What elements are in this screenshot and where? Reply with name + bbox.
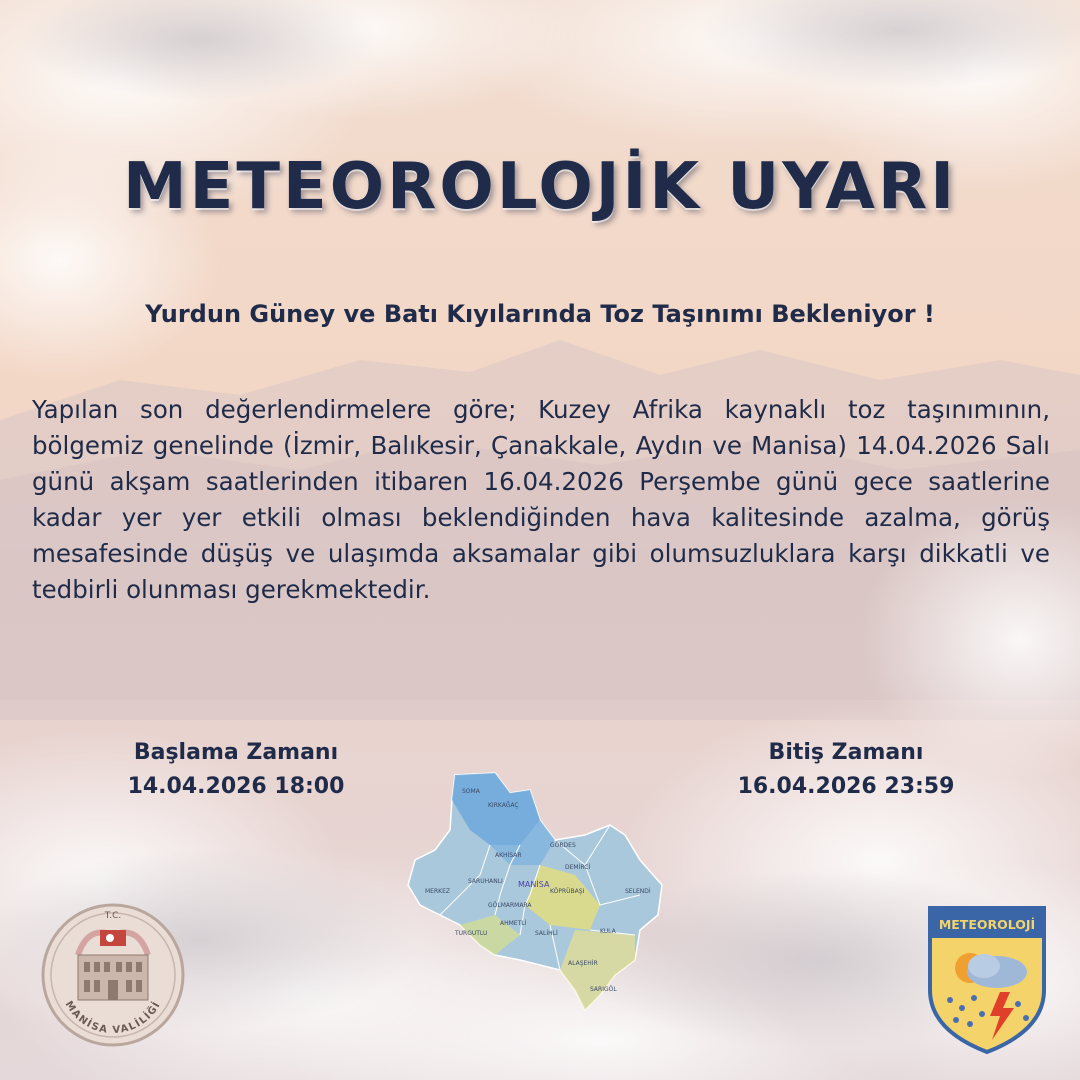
end-time-label: Bitiş Zamanı	[768, 740, 924, 765]
seal-top-text: T.C.	[104, 911, 122, 921]
district-label: SELENDİ	[625, 888, 651, 895]
district-label: SARUHANLI	[468, 878, 503, 885]
district-label: AKHİSAR	[495, 852, 522, 859]
district-label: SALİHLİ	[535, 930, 558, 937]
district-label: SARIGÖL	[590, 986, 617, 993]
start-time-value: 14.04.2026 18:00	[127, 774, 345, 799]
seal-bottom-text: MANİSA VALİLİĞİ	[62, 999, 164, 1037]
district-label: KÖPRÜBAŞI	[550, 888, 585, 895]
district-label: TURGUTLU	[455, 930, 488, 937]
district-label: MANİSA	[518, 880, 550, 889]
district-label: SOMA	[462, 788, 480, 795]
manisa-district-map	[400, 765, 680, 1015]
district-label: GÖRDES	[550, 842, 576, 849]
start-time-label: Başlama Zamanı	[133, 740, 339, 765]
district-label: GÖLMARMARA	[488, 902, 532, 909]
end-time-value: 16.04.2026 23:59	[737, 774, 955, 799]
district-label: DEMİRCİ	[565, 864, 591, 871]
manisa-valiligi-seal	[38, 900, 188, 1050]
district-label: KULA	[600, 928, 616, 935]
end-time-block	[686, 736, 1006, 804]
start-time-block	[76, 736, 396, 804]
warning-body: Yapılan son değerlendirmelere göre; Kuzey Afrika kaynaklı toz taşınımının, bölgemiz genelinde (İzmir, Balıkesir, Çanakkale, Aydın ve Manisa) 14.04.2026 Salı günü akşam saatlerinden itibaren 16.04.2026 Perşembe günü gece saatlerine kadar yer yer etkili olması beklendiğinden hava kalitesinde azalma, görüş mesafesinde düşüş ve ulaşımda aksamalar gibi olumsuzluklara karşı dikkatli ve tedbirli olunması gerekmektedir.	[32, 395, 1050, 604]
logo-text: METEOROLOJİ	[938, 917, 1036, 932]
meteoroloji-logo	[922, 900, 1052, 1060]
district-label: KIRKAĞAÇ	[488, 802, 519, 809]
district-label: AHMETLİ	[500, 920, 527, 927]
page-title: METEOROLOJİK UYARI	[122, 150, 958, 224]
district-label: MERKEZ	[425, 888, 450, 895]
warning-subtitle: Yurdun Güney ve Batı Kıyılarında Toz Taşınımı Bekleniyor !	[145, 300, 935, 328]
district-label: ALAŞEHİR	[568, 960, 598, 967]
